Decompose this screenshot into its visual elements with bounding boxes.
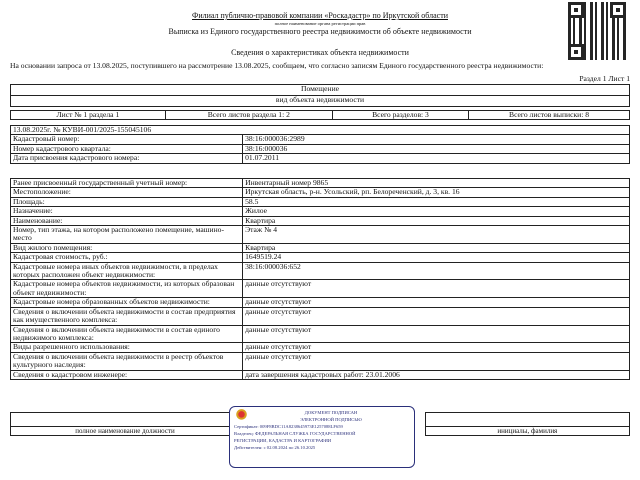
field-value: 58.5 <box>243 197 630 206</box>
field-value: 01.07.2011 <box>243 154 630 163</box>
field-label: Сведения о кадастровом инженере: <box>11 370 243 379</box>
table-row <box>11 343 630 352</box>
position-caption: полное наименование должности <box>11 427 240 436</box>
field-label: Кадастровая стоимость, руб.: <box>11 253 243 262</box>
stamp-valid: Действителен: с 02.08.2024 по 26.10.2025 <box>234 445 316 450</box>
field-label: Вид жилого помещения: <box>11 243 243 252</box>
field-label: Сведения о включении объекта недвижимости в реестр объектов культурного наследия: <box>11 352 243 370</box>
field-label: Кадастровые номера образованных объектов недвижимости: <box>11 298 243 307</box>
table-row <box>11 154 630 163</box>
table-row <box>11 307 630 325</box>
field-label: Ранее присвоенный государственный учетный номер: <box>11 179 243 188</box>
org-name: Филиал публично-правовой компании «Роскадастр» по Иркутской области <box>192 11 448 20</box>
object-type-caption: вид объекта недвижимости <box>11 96 630 107</box>
field-value: 38:16:000036 <box>243 144 630 153</box>
sheets-table <box>10 110 630 120</box>
field-value: 38:16:000036:2989 <box>243 135 630 144</box>
object-type-table <box>10 84 630 107</box>
table-row <box>11 207 630 216</box>
field-label: Дата присвоения кадастрового номера: <box>11 154 243 163</box>
stamp-line2: ЭЛЕКТРОННОЙ ПОДПИСЬЮ <box>300 417 362 422</box>
field-value: 1649519.24 <box>243 253 630 262</box>
field-label: Кадастровые номера объектов недвижимости, из которых образован объект недвижимости: <box>11 280 243 298</box>
table-row <box>11 370 630 379</box>
table-row <box>11 135 630 144</box>
intro-text: На основании запроса от 13.08.2025, поступившего на рассмотрение 13.08.2025, сообщаем, что согласно записям Единого государственного реестра недвижимости: <box>10 61 544 70</box>
field-value: 38:16:000036:652 <box>243 262 630 280</box>
field-label: Наименование: <box>11 216 243 225</box>
sheet-number: Лист № 1 раздела 1 <box>11 111 166 120</box>
doc-subtitle: Сведения о характеристиках объекта недвижимости <box>231 48 409 57</box>
field-label: Кадастровые номера иных объектов недвижимости, в пределах которых расположен объект недвижимости: <box>11 262 243 280</box>
field-value: Инвентарный номер 9865 <box>243 179 630 188</box>
field-value: Этаж № 4 <box>243 226 630 244</box>
stamp-owner: Владелец: ФЕДЕРАЛЬНАЯ СЛУЖБА ГОСУДАРСТВЕННОЙ <box>234 431 356 436</box>
org-caption: полное наименование органа регистрации прав <box>274 21 366 26</box>
field-value: Жилое <box>243 207 630 216</box>
field-value: Квартира <box>243 243 630 252</box>
section-ref: Раздел 1 Лист 1 <box>579 74 630 83</box>
sheets-total: Всего листов выписки: 8 <box>469 111 630 120</box>
e-signature-stamp <box>229 406 415 468</box>
field-label: Номер, тип этажа, на котором расположено помещение, машино-место <box>11 226 243 244</box>
table-row <box>11 253 630 262</box>
field-value: данные отсутствуют <box>243 325 630 343</box>
field-value: данные отсутствуют <box>243 352 630 370</box>
sheets-in-section: Всего листов раздела 1: 2 <box>165 111 332 120</box>
field-value: данные отсутствуют <box>243 307 630 325</box>
field-label: Сведения о включении объекта недвижимости в состав единого недвижимого комплекса: <box>11 325 243 343</box>
table-row <box>11 280 630 298</box>
table-row <box>11 226 630 244</box>
field-label: Местоположение: <box>11 188 243 197</box>
field-label: Сведения о включении объекта недвижимости в состав предприятия как имущественного комплекса: <box>11 307 243 325</box>
field-value: Квартира <box>243 216 630 225</box>
stamp-line1: ДОКУМЕНТ ПОДПИСАН <box>304 410 358 415</box>
field-value: данные отсутствуют <box>243 298 630 307</box>
field-value: дата завершения кадастровых работ: 23.01.2006 <box>243 370 630 379</box>
properties-table <box>10 178 630 380</box>
table-row <box>11 298 630 307</box>
field-value: данные отсутствуют <box>243 343 630 352</box>
object-type: Помещение <box>11 85 630 96</box>
field-label: Номер кадастрового квартала: <box>11 144 243 153</box>
name-caption: инициалы, фамилия <box>425 427 629 436</box>
field-value: данные отсутствуют <box>243 280 630 298</box>
table-row <box>11 188 630 197</box>
table-row <box>11 262 630 280</box>
stamp-owner2: РЕГИСТРАЦИИ, КАДАСТРА И КАРТОГРАФИИ <box>234 438 332 443</box>
doc-title: Выписка из Единого государственного реестра недвижимости об объекте недвижимости <box>168 27 472 36</box>
field-value: Иркутская область, р-н. Усольский, рп. Белореченский, д. 3, кв. 16 <box>243 188 630 197</box>
sections-total: Всего разделов: 3 <box>332 111 468 120</box>
field-label: Виды разрешенного использования: <box>11 343 243 352</box>
request-number: 13.08.2025г. № КУВИ-001/2025-155045106 <box>11 126 630 135</box>
field-label: Кадастровый номер: <box>11 135 243 144</box>
table-row <box>11 352 630 370</box>
field-label: Назначение: <box>11 207 243 216</box>
field-label: Площадь: <box>11 197 243 206</box>
table-row <box>11 197 630 206</box>
stamp-cert: Сертификат: 009F8BDC11A8238645973E1257088LF659 <box>234 424 343 429</box>
emblem-icon <box>236 409 247 421</box>
ident-table <box>10 125 630 164</box>
table-row <box>11 325 630 343</box>
